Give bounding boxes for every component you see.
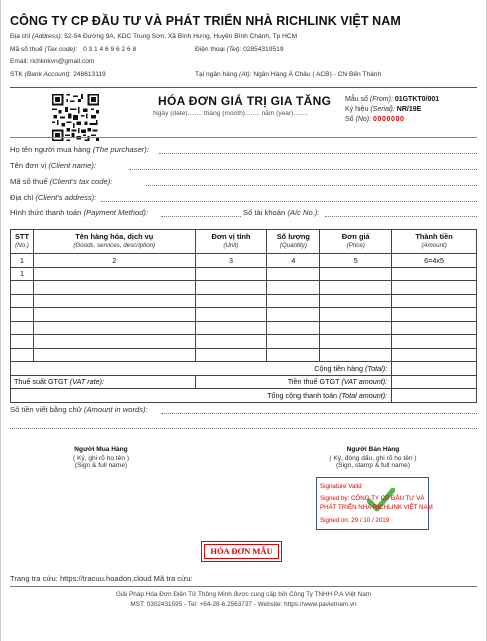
subtotal-row (11, 362, 477, 376)
client-tax-field[interactable] (146, 185, 477, 186)
footer-contact-line: MST: 0302431595 - Tel: +84-28-6.2563737 - Website: https://www.pavietnam.vn (130, 601, 357, 608)
header-divider (10, 87, 477, 88)
seller-signature-title: Người Bán Hàng (346, 446, 400, 453)
footer-divider (10, 586, 477, 587)
seller-tax-code: 0 3 1 4 6 9 6 2 6 8 (83, 46, 137, 53)
invoice-title: HÓA ĐƠN GIÁ TRỊ GIA TĂNG (158, 94, 332, 108)
table-row (11, 321, 477, 335)
table-row (11, 335, 477, 349)
seller-signature-note-en: (Sign, stamp & full name) (335, 462, 411, 469)
seller-address-line: Địa chỉ (Address): 52-54 Đường 9A, KDC Trung Sơn, Xã Bình Hưng, Huyện Bình Chánh, Tp HCM (10, 33, 298, 40)
table-row (11, 294, 477, 308)
form-number: 01GTKT0/001 (394, 96, 440, 103)
buyer-signature-note-en: (Sign & full name) (74, 462, 128, 469)
vat-amount-value (392, 375, 477, 389)
header-amount: Thành tiền (Amount) (392, 230, 477, 254)
account-number-label: Số tài khoản (A/c No.): (243, 208, 320, 217)
company-name: CÔNG TY CP ĐẦU TƯ VÀ PHÁT TRIỂN NHÀ RICHLINK VIỆT NAM (10, 14, 401, 28)
items-table (10, 229, 477, 403)
vat-rate-label: Thuế suất GTGT (VAT rate): (11, 375, 196, 389)
table-row (11, 308, 477, 322)
title-divider (10, 137, 477, 138)
seller-address: 52-54 Đường 9A, KDC Trung Sơn, Xã Bình Hưng, Huyện Bình Chánh, Tp HCM (64, 33, 298, 40)
subtotal-value (392, 362, 477, 376)
signed-by-line-1: Signed by: CÔNG TY CP ĐẦU TƯ VÀ (320, 495, 425, 502)
vat-row (11, 375, 477, 389)
account-number-field[interactable] (325, 216, 477, 217)
purchaser-field[interactable] (159, 153, 477, 154)
seller-email-line: Email: richlinkvn@gmail.com (10, 58, 95, 65)
form-number-line: Mẫu số (From): 01GTKT0/001 (345, 96, 440, 103)
seller-bank-name: Ngân Hàng Á Châu ( ACB) - CN Bến Thành (253, 71, 382, 78)
seller-tax-line: Mã số thuế (Tax code): 0 3 1 4 6 9 6 2 6 8 (10, 46, 137, 53)
qr-code-icon (52, 94, 99, 141)
payment-method-field[interactable] (161, 216, 241, 217)
seller-bank-line: STK (Bank Account): 248613119 (10, 71, 106, 78)
grand-total-value (392, 389, 477, 403)
grand-total-row (11, 389, 477, 403)
header-unit: Đơn vị tính (Unit) (195, 230, 267, 254)
serial-line: Ký hiệu (Serial): NR/19E (345, 106, 422, 113)
client-address-field[interactable] (101, 201, 477, 202)
client-name-label: Tên đơn vị (Client name): (10, 161, 97, 170)
invoice-number-line: Số (No): 0000000 (345, 116, 405, 123)
header-price: Đơn giá (Price) (320, 230, 392, 254)
seller-signature-block (323, 446, 423, 469)
payment-method-label: Hình thức thanh toán (Payment Method): (10, 208, 149, 217)
lookup-text: Trang tra cứu: https://tracuu.hoadon.cloud Mã tra cứu: (10, 574, 193, 583)
digital-signature-box[interactable] (316, 477, 433, 530)
buyer-signature-title: Người Mua Hàng (74, 446, 128, 453)
sample-invoice-stamp: HÓA ĐƠN MẪU (201, 541, 282, 562)
table-row (11, 348, 477, 362)
signature-valid-text: Signature Valid (320, 483, 362, 490)
subtotal-label: Cộng tiền hàng (Total): (11, 362, 392, 376)
buyer-signature-block (51, 446, 151, 469)
table-index-row: 1 2 3 4 5 6=4x5 (11, 254, 477, 268)
purchaser-label: Họ tên người mua hàng (The purchaser): (10, 145, 149, 154)
header-quantity: Số lượng (Quantity) (267, 230, 320, 254)
vat-amount-label: Tiền thuế GTGT (VAT amount): (195, 375, 392, 389)
signed-by-line-2: PHÁT TRIỂN NHÀ RICHLINK VIỆT NAM (320, 504, 433, 511)
amount-in-words-field-line-2[interactable] (10, 428, 477, 429)
grand-total-label: Tổng cộng thanh toán (Total amount): (11, 389, 392, 403)
amount-in-words-field[interactable] (161, 413, 477, 414)
serial-number: NR/19E (396, 106, 422, 113)
table-header-row (11, 230, 477, 254)
client-name-field[interactable] (129, 169, 477, 170)
client-address-label: Địa chỉ (Client's address): (10, 193, 97, 202)
signed-on-text: Signed on: 29 / 10 / 2019 (320, 517, 390, 524)
seller-email: richlinkvn@gmail.com (30, 58, 95, 65)
buyer-signature-note: ( Ký, ghi rõ họ tên ) (72, 455, 130, 462)
client-tax-label: Mã số thuế (Client's tax code): (10, 177, 113, 186)
seller-bank-account: 248613119 (73, 71, 106, 78)
table-row: 1 (11, 267, 477, 281)
invoice-date-line: Ngày (date)........ tháng (month)........ năm (year)........ (153, 110, 309, 117)
footer-provider-line: Giải Pháp Hóa Đơn Điện Tử Thông Minh được cung cấp bởi Công Ty TNHH P.A Việt Nam (115, 591, 372, 598)
header-no: STT (No.) (11, 230, 34, 254)
seller-phone: 02854319519 (243, 46, 284, 53)
seller-signature-note: ( Ký, đóng dấu, ghi rõ họ tên ) (329, 455, 417, 462)
header-goods: Tên hàng hóa, dịch vụ (Goods, services, description) (33, 230, 195, 254)
invoice-number: 0000000 (373, 116, 405, 123)
amount-in-words-label: Số tiền viết bằng chữ (Amount in words): (10, 405, 148, 414)
seller-phone-line: Điện thoại (Tel): 02854319519 (195, 46, 284, 53)
seller-bank-name-line: Tại ngân hàng (At): Ngân Hàng Á Châu ( ACB) - CN Bến Thành (195, 71, 382, 78)
table-row (11, 281, 477, 295)
